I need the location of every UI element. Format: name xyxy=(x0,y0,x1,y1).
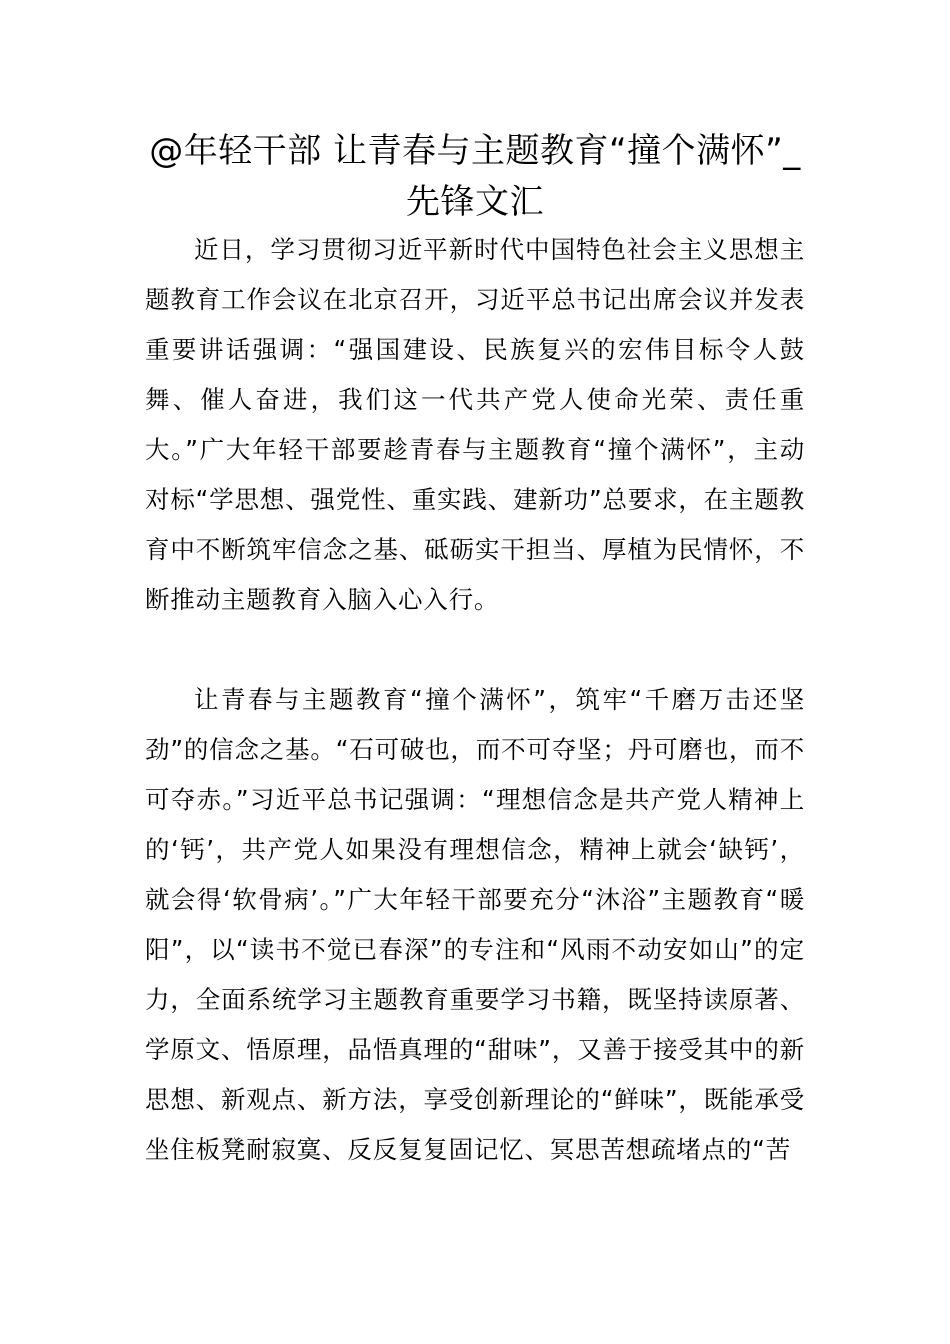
paragraph-2: 让青春与主题教育“撞个满怀”，筑牢“千磨万击还坚劲”的信念之基。“石可破也，而不可夺坚；丹可磨也，而不可夺赤。”习近平总书记强调：“理想信念是共产党人精神上的‘钙’，共产党人如果没有理想信念，精神上就会‘缺钙’，就会得‘软骨病’。”广大年轻干部要充分“沐浴”主题教育“暖阳”，以“读书不觉已春深”的专注和“风雨不动安如山”的定力，全面系统学习主题教育重要学习书籍，既坚持读原著、学原文、悟原理，品悟真理的“甜味”，又善于接受其中的新思想、新观点、新方法，享受创新理论的“鲜味”，既能承受坐住板凳耐寂寞、反反复复固记忆、冥思苦想疏堵点的“苦 xyxy=(145,685,805,1164)
paragraph-1: 近日，学习贯彻习近平新时代中国特色社会主义思想主题教育工作会议在北京召开，习近平总书记出席会议并发表重要讲话强调：“强国建设、民族复兴的宏伟目标令人鼓舞、催人奋进，我们这一代共产党人使命光荣、责任重大。”广大年轻干部要趁青春与主题教育“撞个满怀”，主动对标“学思想、强党性、重实践、建新功”总要求，在主题教育中不断筑牢信念之基、砥砺实干担当、厚植为民情怀，不断推动主题教育入脑入心入行。 xyxy=(145,235,805,614)
document-title: @年轻干部 让青春与主题教育“撞个满怀”_先锋文汇 xyxy=(149,131,801,222)
